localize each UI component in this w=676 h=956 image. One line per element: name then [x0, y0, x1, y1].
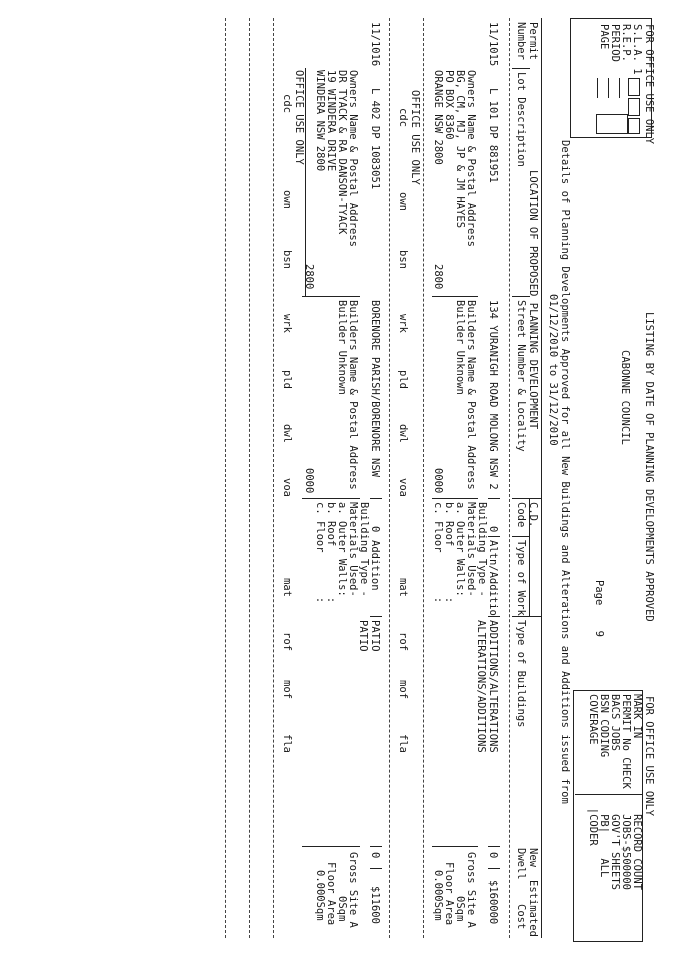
rec2-office-label: OFFICE USE ONLY	[293, 70, 305, 165]
header-rule-top	[541, 18, 542, 938]
rec2-outer-walls: a. Outer Walls:	[336, 502, 348, 597]
office-right-row-1: MARK IN RECORD COUNT	[631, 694, 643, 890]
col-type-buildings: Type of Buildings	[515, 620, 527, 728]
rec1-code-dwl: dwl	[397, 424, 409, 443]
office-use-row-sla: S.L.A. 1	[631, 24, 643, 75]
report-subtitle: Details of Planning Developments Approved for all New Buildings and Alterations and Additions issued from	[559, 140, 571, 804]
rec1-code-mof: mof	[397, 680, 409, 699]
office-right-row-2: PERMIT No CHECK JOBS-$500000	[620, 694, 632, 890]
rec1-builder: Builder Unknown	[454, 300, 466, 395]
rec2-owners-label: Owners Name & Postal Address	[347, 70, 359, 248]
rec2-code-fla: fla	[281, 734, 293, 753]
hdr-div-2	[512, 296, 530, 297]
rec1-code-own: own	[397, 192, 409, 211]
rec1-roof: b. Roof :	[443, 502, 455, 604]
rec2-floor-area-value: 0.000Sqm	[314, 870, 326, 921]
hdr-div-4	[512, 536, 530, 537]
rec1-builders-label: Builders Name & Postal Address	[465, 300, 477, 490]
rec2-code-wrk: wrk	[281, 314, 293, 333]
office-use-field-3[interactable]	[628, 118, 640, 134]
col-street: Street Number & Locality	[515, 300, 527, 452]
rec1-type-buildings-2: ALTERATIONS/ADDITIONS	[475, 620, 487, 753]
report-period: 01/12/2010 to 31/12/2010	[547, 294, 559, 446]
blank-rule-2	[225, 18, 226, 938]
rec2-office-rule	[305, 68, 306, 296]
rec2-code-rof: rof	[281, 632, 293, 651]
rec1-code-fla: fla	[397, 734, 409, 753]
blank-rule-1	[249, 18, 250, 938]
rec1-gross-site-value: 0Sqm	[454, 896, 466, 922]
rec1-type-work: Altn/Additio	[487, 540, 499, 616]
office-use-row-period: PERIOD	[609, 24, 621, 62]
rec1-code-cdc: cdc	[397, 108, 409, 127]
rec1-office-label: OFFICE USE ONLY	[409, 90, 421, 185]
rec1-div-d	[488, 846, 500, 847]
rec2-owner-line-2: 19 WINDERA DRIVE	[325, 70, 337, 172]
rec2-roof: b. Roof :	[325, 502, 337, 604]
rec1-lot: L 101 DP 881951	[487, 88, 499, 183]
rec2-div-a	[370, 498, 382, 499]
rec2-type-buildings-2: PATIO	[357, 620, 369, 652]
rec1-code-wrk: wrk	[397, 314, 409, 333]
rec1-floor: c. Floor :	[432, 502, 444, 604]
rec2-builders-label: Builders Name & Postal Address	[347, 300, 359, 490]
rec2-materials: Materials Used-	[347, 502, 359, 597]
rec2-postcode: 2800	[303, 264, 315, 290]
header-rule-bottom	[509, 18, 510, 938]
rec2-type-work: Addition	[369, 540, 381, 591]
header-rule-cd	[529, 498, 530, 616]
col-cost: Cost	[515, 904, 527, 930]
office-use-line-rep	[619, 78, 620, 98]
rec2-code-bsn: bsn	[281, 250, 293, 269]
rec2-code: 0	[369, 526, 381, 533]
rec2-div-owner	[302, 296, 360, 297]
rec2-code-mof: mof	[281, 680, 293, 699]
hdr-div-5	[512, 616, 542, 617]
rec2-div-gross	[302, 846, 360, 847]
rec1-gross-site: Gross Site A	[465, 852, 477, 928]
rec2-code-mat: mat	[281, 578, 293, 597]
office-use-title-right: FOR OFFICE USE ONLY	[643, 696, 655, 817]
rec2-div-b	[370, 616, 382, 617]
office-right-divider	[575, 794, 643, 795]
office-right-row-3: BACS JOBS GOV'T SHEETS	[609, 694, 621, 890]
rec2-code-own: own	[281, 190, 293, 209]
rec1-code-bsn: bsn	[397, 250, 409, 269]
rec2-lot: L 402 DP 1083051	[369, 88, 381, 190]
rec2-floor: c. Floor :	[314, 502, 326, 604]
rec1-end-rule	[389, 18, 390, 938]
rec2-code-cdc: cdc	[281, 94, 293, 113]
rec2-gross-site: Gross Site A	[347, 852, 359, 928]
rec1-code-rof: rof	[397, 632, 409, 651]
rec1-div-a	[488, 498, 500, 499]
rec2-builder: Builder Unknown	[336, 300, 348, 395]
rec1-type-buildings-1: ADDITIONS/ALTERATIONS	[487, 620, 499, 753]
office-use-side-field[interactable]	[596, 114, 628, 134]
rec1-code-mat: mat	[397, 578, 409, 597]
rec1-dwell: 0	[487, 852, 499, 859]
col-code: Code	[515, 502, 527, 528]
rec2-code-dwl: dwl	[281, 424, 293, 443]
office-right-row-5: COVERAGE |CODER	[587, 694, 599, 846]
rec2-gross-site-value: 0Sqm	[336, 896, 348, 922]
rec1-div-builder	[432, 498, 478, 499]
rec2-building-type: Building Type -	[358, 502, 370, 597]
col-cd: C.D.	[527, 502, 539, 528]
rec1-owners-label: Owners Name & Postal Address	[465, 70, 477, 248]
rec1-owner-line-2: PO BOX 8360	[443, 70, 455, 140]
office-use-title-left: FOR OFFICE USE ONLY	[643, 24, 655, 145]
rec1-owner-line-3: ORANGE NSW 2800	[432, 70, 444, 165]
rec1-code: 0	[487, 526, 499, 533]
rec2-owner-line-3: WINDERA NSW 2800	[314, 70, 326, 172]
office-use-line-page	[597, 78, 598, 98]
rec2-end-rule	[273, 18, 274, 938]
rec2-dwell: 0	[369, 852, 381, 859]
rec2-street: BORENORE PARISH/BORENORE NSW	[369, 300, 381, 478]
hdr-div-1	[512, 68, 530, 69]
rec2-owner-line-1: DR TYACK & RA DANSON-TYACK	[336, 70, 348, 235]
rec1-office-rule	[423, 18, 424, 938]
col-permit: Permit	[527, 22, 539, 60]
rec2-div-d	[370, 846, 382, 847]
rec1-cost: $160000	[487, 880, 499, 925]
rec1-floor-area: Floor Area	[443, 862, 455, 926]
col-lot: Lot Description	[515, 72, 527, 167]
rec2-code-pld: pld	[281, 370, 293, 389]
rec2-div-builder	[302, 498, 360, 499]
rec1-code-pld: pld	[397, 370, 409, 389]
rec1-materials: Materials Used-	[465, 502, 477, 597]
hdr-div-3	[512, 498, 542, 499]
rec2-builder-code: 0000	[303, 468, 315, 494]
rec1-div-gross	[432, 846, 478, 847]
office-right-row-4: BSN CODING PB| ALL	[598, 694, 610, 878]
rec1-div-e	[488, 868, 500, 869]
rec2-code-voa: voa	[281, 478, 293, 497]
rec1-floor-area-value: 0.000Sqm	[432, 870, 444, 921]
page-label: Page 9	[593, 580, 605, 637]
col-number: Number	[515, 22, 527, 60]
rec1-permit[interactable]: 11/1015	[487, 22, 499, 67]
col-location: LOCATION OF PROPOSED PLANNING DEVELOPMENT	[527, 170, 539, 430]
office-use-row-page: PAGE	[598, 24, 610, 50]
rec2-permit[interactable]: 11/1016	[369, 22, 381, 67]
office-use-field-1[interactable]	[628, 78, 640, 96]
rec1-div-owner	[432, 296, 478, 297]
col-new: New	[527, 848, 539, 867]
office-use-line-period	[608, 78, 609, 98]
council-name: CABONNE COUNCIL	[619, 350, 631, 445]
rec2-cost: $11600	[369, 886, 381, 924]
rec1-postcode: 2800	[432, 264, 444, 290]
office-use-row-rep: R.E.P.	[620, 24, 632, 62]
office-use-field-2[interactable]	[628, 98, 640, 116]
rec1-code-voa: voa	[397, 478, 409, 497]
rec1-outer-walls: a. Outer Walls:	[454, 502, 466, 597]
col-dwell: Dwell	[515, 848, 527, 880]
rec2-div-e	[370, 868, 382, 869]
col-type-work: Type of Work	[515, 540, 527, 616]
rec2-floor-area: Floor Area	[325, 862, 337, 926]
rec1-owner-line-1: BG, CM, MJ, JP & JM HAYES	[454, 70, 466, 229]
rec1-builder-code: 0000	[432, 468, 444, 494]
rec2-type-buildings-1: PATIO	[369, 620, 381, 652]
rec1-building-type: Building Type -	[476, 502, 488, 597]
rec1-div-b	[488, 536, 500, 537]
report-title: LISTING BY DATE OF PLANNING DEVELOPMENTS APPROVED	[643, 312, 655, 622]
rec1-div-c	[488, 616, 500, 617]
col-estimated: Estimated	[527, 880, 539, 937]
rec1-street: 134 YURANIGH ROAD MOLONG NSW 2	[487, 300, 499, 490]
